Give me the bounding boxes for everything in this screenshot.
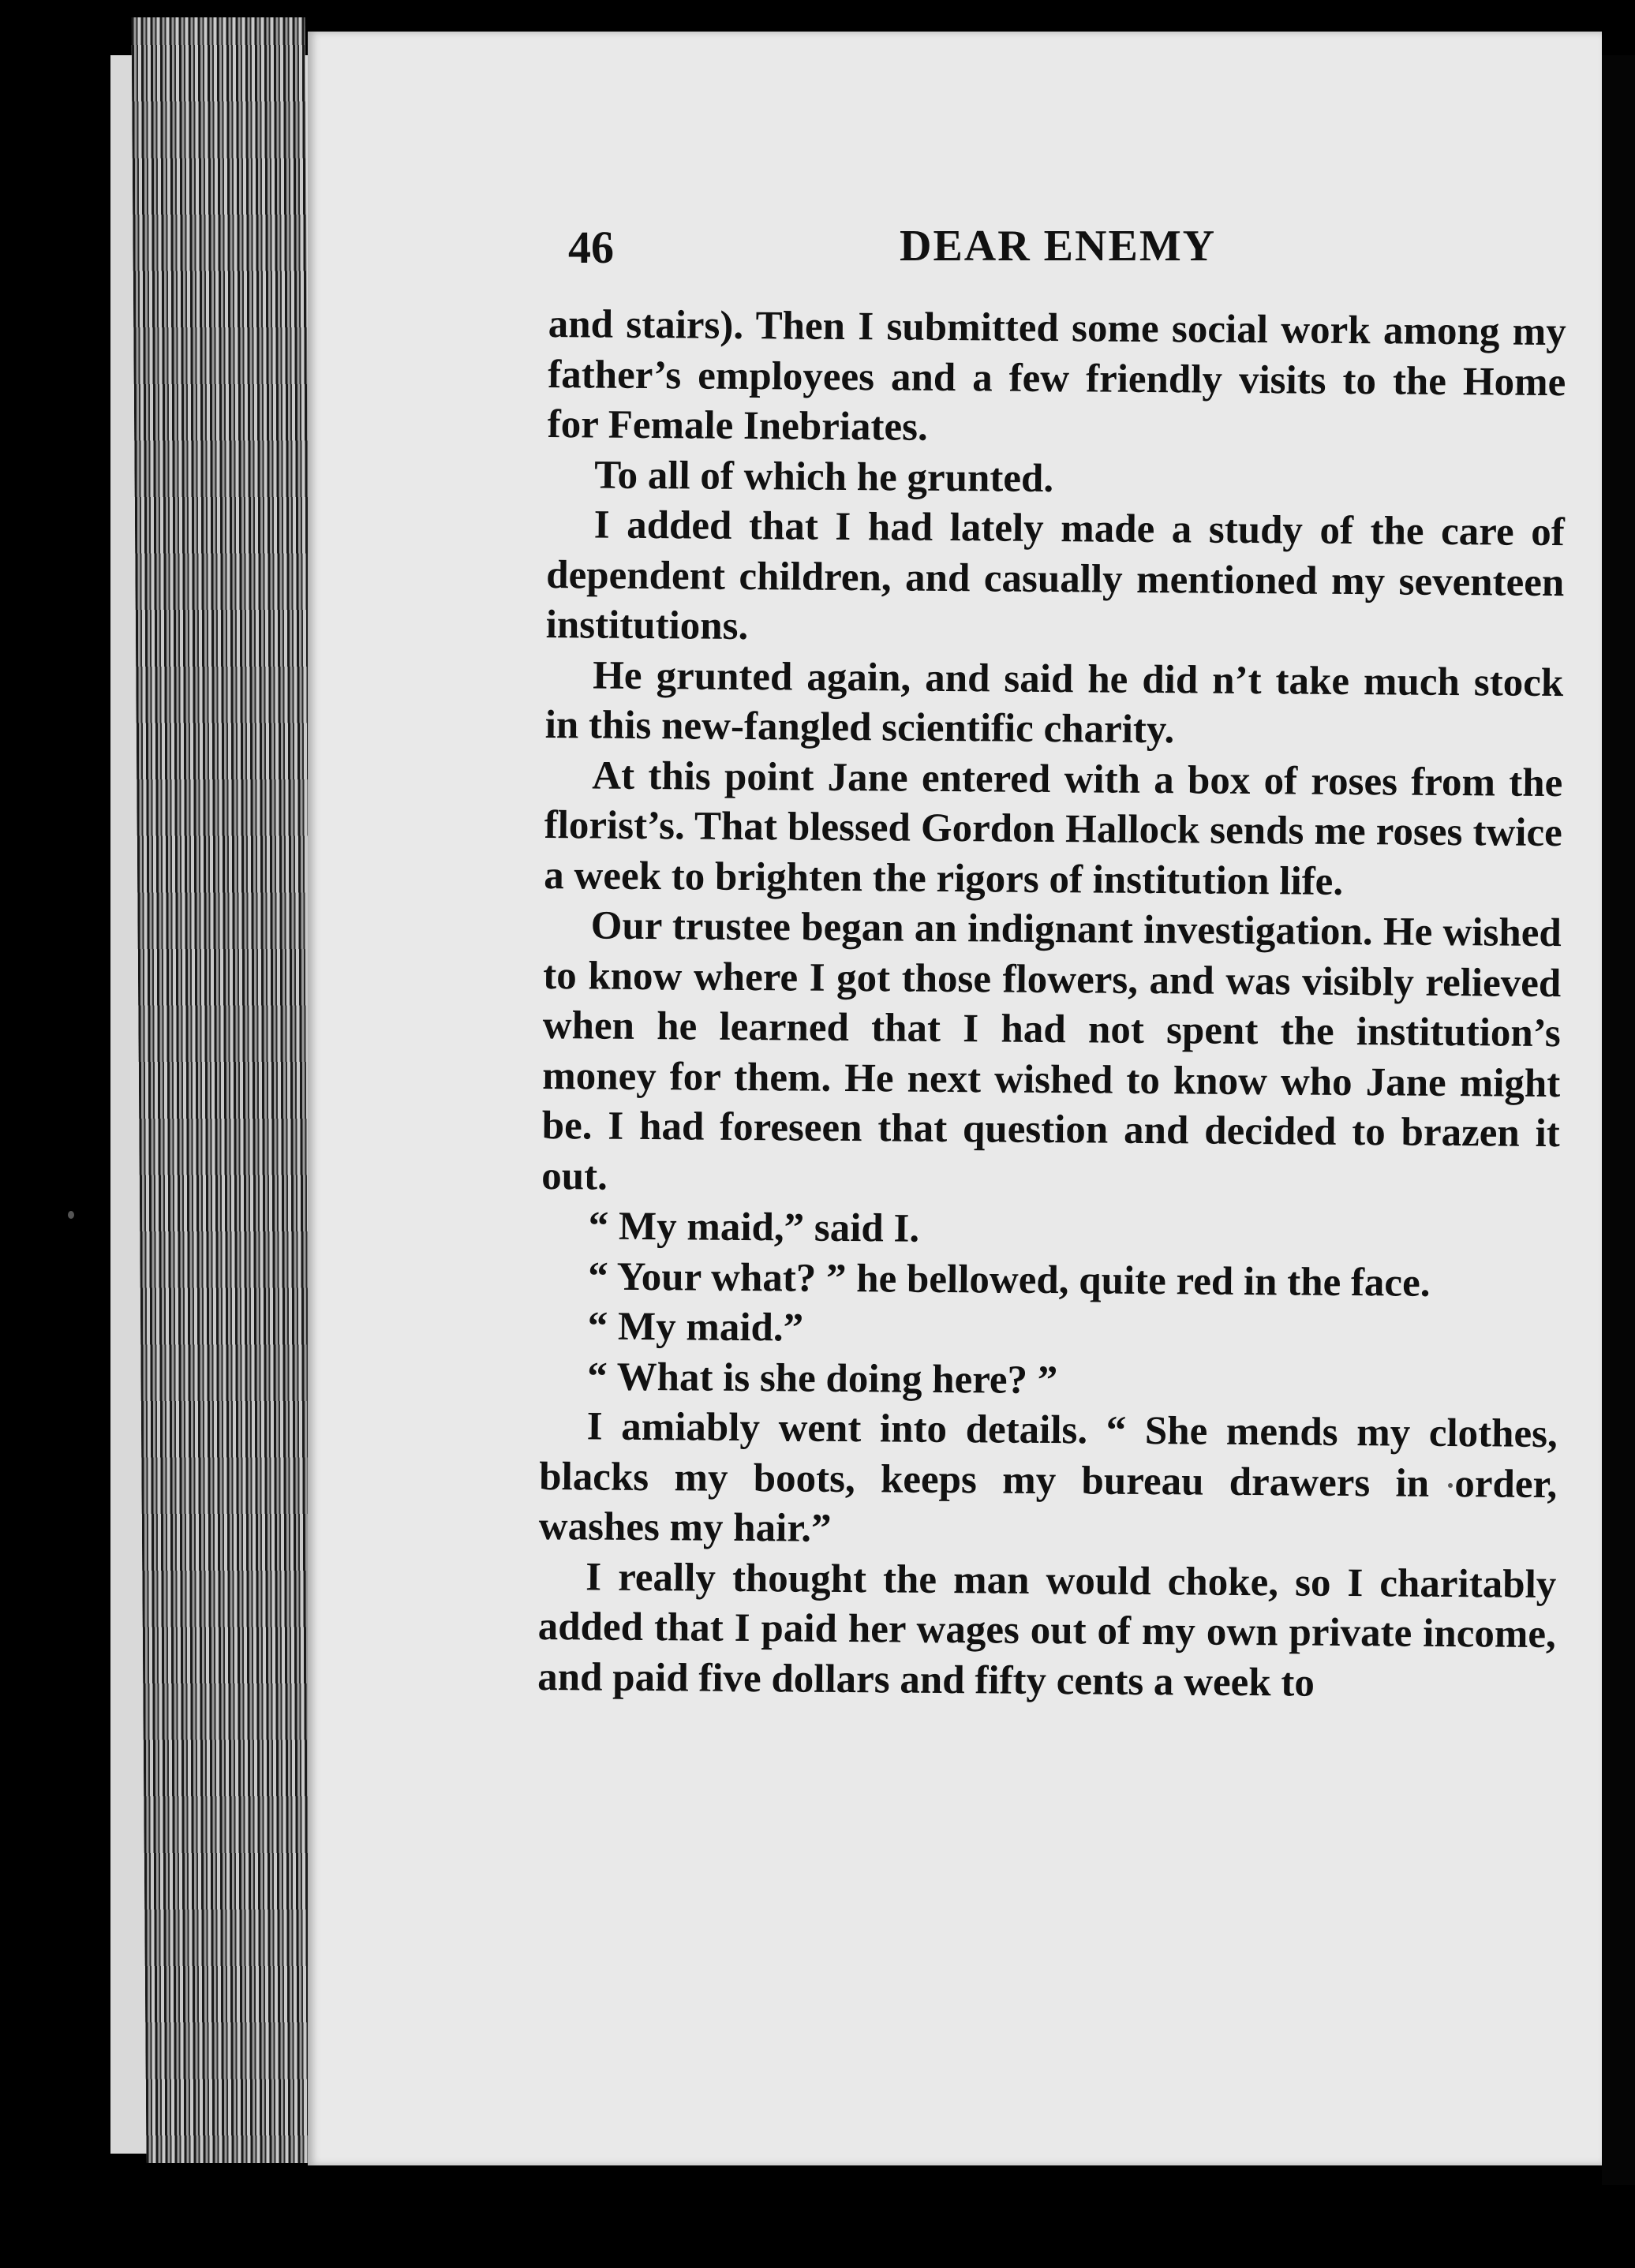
page-number: 46 [568,222,614,273]
body-text [537,300,1566,1710]
paragraph: “ My maid.” [587,1304,804,1351]
paragraph: To all of which he grunted. [594,452,1054,501]
paragraph: I amiably went into details. “ She mends my clothes, blacks my boots, keeps my bureau drawers in order, washes my hair.” [538,1404,1558,1551]
paragraph: I added that I had lately made a study of the care of dependent children, and casually mentioned my seventeen institutions. [545,503,1565,649]
right-scan-border [1602,55,1635,2185]
running-title: DEAR ENEMY [900,222,1217,271]
paragraph: and stairs). Then I submitted some social work among my father’s employees and a few friendly visits to the Home for Female Inebriates. [547,301,1566,450]
paragraph: “ Your what? ” he bellowed, quite red in the face. [588,1254,1431,1306]
paragraph: I really thought the man would choke, so I charitably added that I paid her wages out of my own private income, and paid five dollars and fifty cents a week to [537,1554,1557,1706]
dust-speck [68,1211,74,1219]
running-head [568,221,1578,284]
paragraph: “ What is she doing here? ” [587,1354,1058,1403]
paragraph: “ My maid,” said I. [588,1204,920,1251]
paragraph: Our trustee began an indignant investigation. He wished to know where I got those flowers, and was visibly relieved when he learned that I had not spent the institution’s money for them. He next wished to know who Jane might be. I had foreseen that question and decided to brazen it out. [541,903,1562,1199]
book-page-edges [132,17,320,2163]
paragraph: At this point Jane entered with a box of roses from the florist’s. That blessed Gordon Hallock sends me roses twice a week to brighten the rigors of institution life. [544,753,1563,904]
paragraph: He grunted again, and said he did n’t take much stock in this new-fangled scientific charity. [544,652,1564,753]
